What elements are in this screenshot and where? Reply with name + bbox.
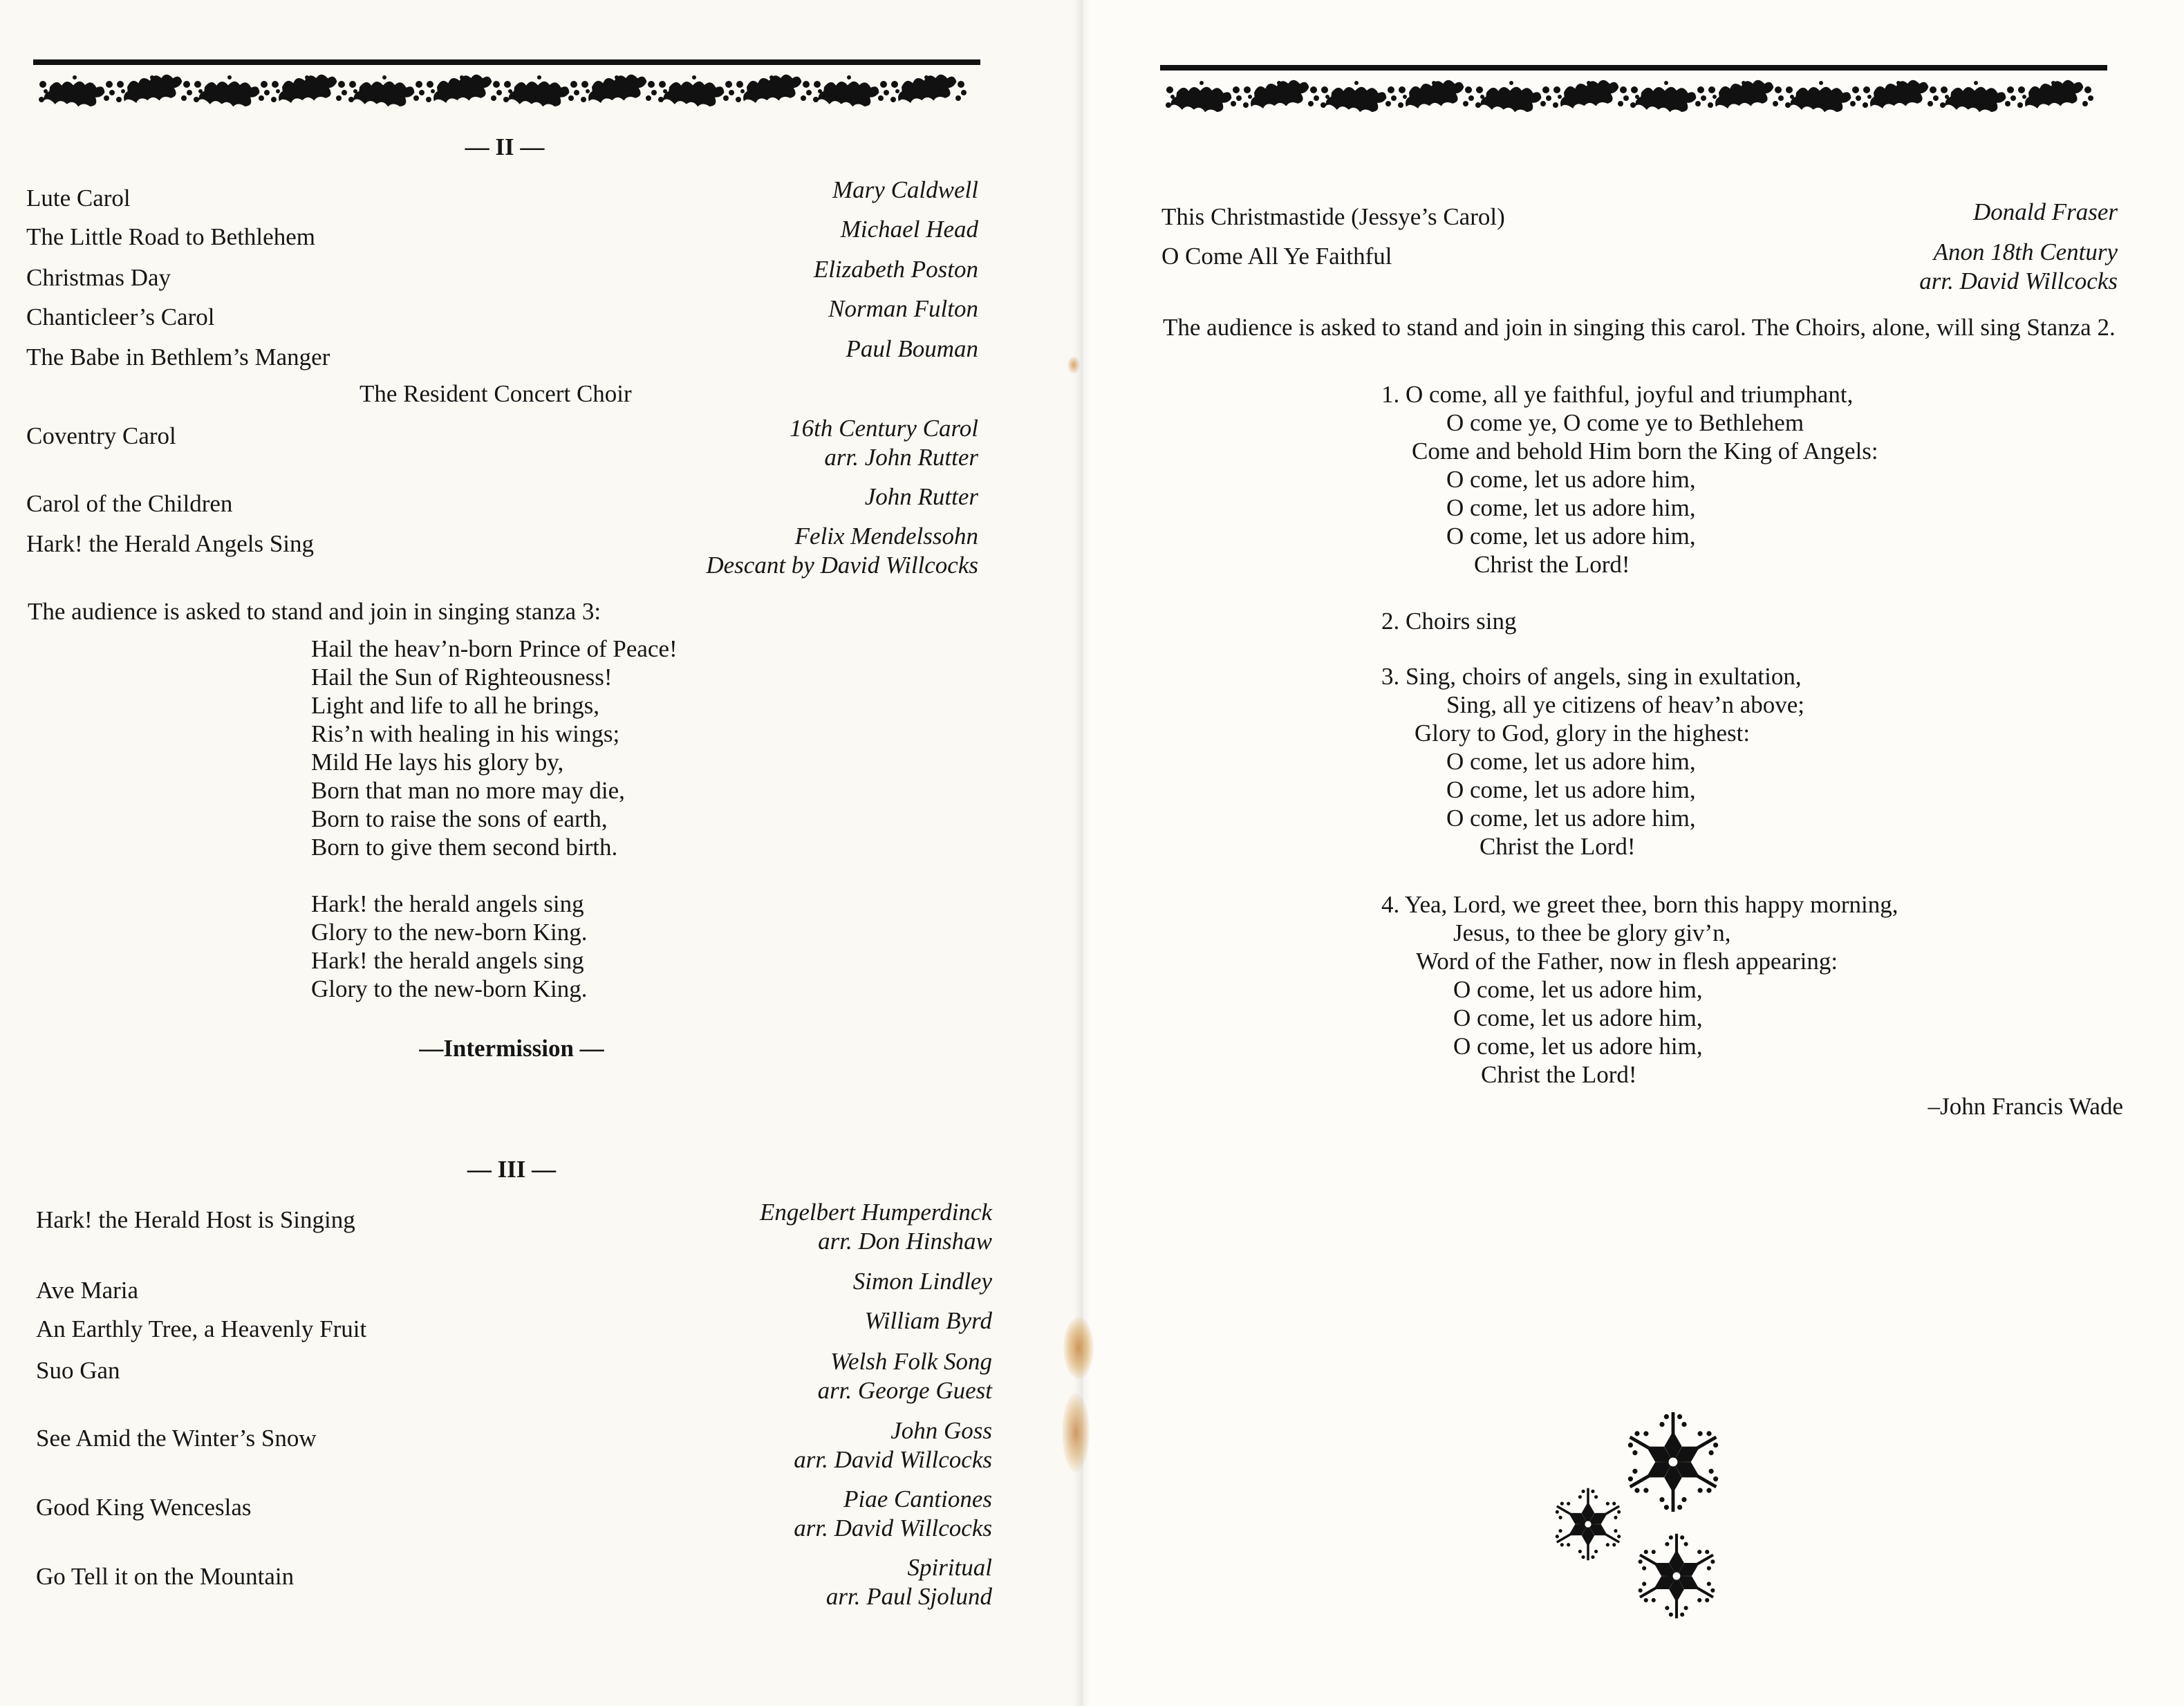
program-title: See Amid the Winter’s Snow (36, 1425, 317, 1452)
hymn-verse (1381, 380, 1878, 579)
snowflake-icon (1625, 1524, 1728, 1628)
snowflake-icon (1543, 1479, 1633, 1569)
hymn-line: Mild He lays his glory by, (311, 749, 564, 776)
program-title: Go Tell it on the Mountain (36, 1563, 295, 1590)
program-credit: arr. Paul Sjolund (825, 1583, 992, 1610)
stain (1067, 356, 1080, 374)
hymn-line: Hark! the herald angels sing (311, 947, 584, 974)
holly-border-icon (33, 55, 980, 118)
audience-note: The audience is asked to stand and join in singing stanza 3: (28, 598, 601, 625)
hymn-line: Hail the Sun of Righteousness! (311, 664, 613, 691)
program-credit: Donald Fraser (1972, 198, 2118, 225)
hymn-line: Christ the Lord! (1481, 1061, 1637, 1088)
hymn-stanza (311, 635, 678, 1003)
program-credit: arr. George Guest (817, 1377, 992, 1404)
hymn-line: O come, let us adore him, (1453, 976, 1703, 1003)
hymn-line: 3. Sing, choirs of angels, sing in exultation, (1381, 663, 1802, 690)
program-title: Ave Maria (36, 1277, 139, 1304)
hymn-line: Hark! the herald angels sing (311, 890, 584, 917)
program-title: Christmas Day (26, 264, 171, 291)
hymn-line: Christ the Lord! (1474, 551, 1630, 578)
program-credit: Anon 18th Century (1933, 238, 2118, 265)
program-credit: arr. David Willcocks (1919, 268, 2118, 294)
hymn-line: O come, let us adore him, (1446, 523, 1696, 550)
program-title: Coventry Carol (26, 422, 176, 449)
program-title: Suo Gan (36, 1357, 120, 1384)
section-heading-ii: — II — (465, 133, 545, 160)
program-title: An Earthly Tree, a Heavenly Fruit (36, 1315, 367, 1342)
hymn-line: Born to raise the sons of earth, (311, 805, 608, 832)
hymn-line: 4. Yea, Lord, we greet thee, born this happy morning, (1381, 891, 1898, 918)
hymn-line: O come ye, O come ye to Bethlehem (1446, 409, 1804, 436)
program-title: The Babe in Bethlem’s Manger (26, 344, 330, 371)
program-credit: arr. David Willcocks (794, 1515, 992, 1541)
program-title: Lute Carol (26, 185, 131, 212)
hymn-line: Born to give them second birth. (311, 834, 618, 861)
program-title: Hark! the Herald Host is Singing (36, 1206, 355, 1233)
program-credit: arr. David Willcocks (794, 1446, 992, 1473)
program-title: Hark! the Herald Angels Sing (26, 530, 315, 557)
program-credit: John Goss (890, 1417, 992, 1444)
section-heading-iii: — III — (467, 1156, 557, 1183)
program-credit: arr. Don Hinshaw (818, 1228, 992, 1255)
program-title: Carol of the Children (26, 490, 233, 517)
hymn-line: O come, let us adore him, (1446, 494, 1696, 521)
program-credit: William Byrd (864, 1307, 992, 1334)
hymn-line: Jesus, to thee be glory giv’n, (1453, 919, 1731, 946)
program-credit: Engelbert Humperdinck (760, 1199, 992, 1226)
hymn-verse (1381, 662, 1804, 861)
hymn-line: Glory to God, glory in the highest: (1415, 720, 1751, 747)
hymn-line: O come, let us adore him, (1453, 1033, 1703, 1060)
program-credit: Elizabeth Poston (813, 256, 978, 283)
hymn-line: O come, let us adore him, (1446, 748, 1696, 775)
program-credit: Spiritual (907, 1554, 992, 1581)
program-credit: Norman Fulton (828, 295, 978, 322)
audience-note: The audience is asked to stand and join in singing this carol. The Choirs, alone, will sing Stanza 2. (1163, 314, 2116, 341)
program-credit: 16th Century Carol (790, 415, 978, 442)
hymn-line: Light and life to all he brings, (311, 692, 599, 719)
program-credit: arr. John Rutter (824, 444, 978, 471)
program-credit: Piae Cantiones (843, 1485, 992, 1512)
holly-border-icon (1160, 61, 2107, 123)
program-title: Chanticleer’s Carol (26, 303, 215, 330)
program-title: O Come All Ye Faithful (1161, 243, 1392, 270)
choir-label: The Resident Concert Choir (360, 380, 632, 407)
stain (1062, 1393, 1090, 1472)
hymn-line: Christ the Lord! (1480, 833, 1636, 860)
program-credit: Descant by David Willcocks (706, 552, 978, 579)
stain (1063, 1317, 1094, 1379)
program-credit: Michael Head (840, 216, 978, 243)
hymn-line: 1. O come, all ye faithful, joyful and triumphant, (1381, 381, 1854, 408)
hymn-attribution: –John Francis Wade (1928, 1093, 2123, 1120)
hymn-line: O come, let us adore him, (1446, 466, 1696, 493)
hymn-line: Ris’n with healing in his wings; (311, 720, 620, 747)
program-title: Good King Wenceslas (36, 1494, 252, 1521)
hymn-line: Come and behold Him born the King of Angels: (1412, 438, 1878, 465)
program-credit: Mary Caldwell (832, 176, 978, 203)
hymn-line: O come, let us adore him, (1446, 776, 1696, 803)
program-title: The Little Road to Bethlehem (26, 223, 315, 250)
hymn-line: Born that man no more may die, (311, 777, 625, 804)
hymn-line: O come, let us adore him, (1446, 805, 1696, 832)
hymn-line: Hail the heav’n-born Prince of Peace! (311, 635, 678, 662)
hymn-line: Sing, all ye citizens of heav’n above; (1446, 691, 1805, 718)
hymn-line: Word of the Father, now in flesh appearing: (1416, 948, 1838, 975)
program-credit: John Rutter (864, 483, 978, 510)
program-credit: Paul Bouman (846, 335, 978, 362)
program-credit: Simon Lindley (852, 1268, 992, 1295)
hymn-verse (1381, 890, 1898, 1089)
intermission-label: —Intermission — (419, 1035, 604, 1062)
program-credit: Welsh Folk Song (830, 1348, 992, 1375)
hymn-line: O come, let us adore him, (1453, 1004, 1703, 1031)
hymn-line: Glory to the new-born King. (311, 975, 588, 1002)
program-credit: Felix Mendelssohn (794, 523, 978, 550)
hymn-line: Glory to the new-born King. (311, 919, 588, 946)
program-title: This Christmastide (Jessye’s Carol) (1161, 203, 1505, 230)
hymn-verse-2: 2. Choirs sing (1381, 608, 1517, 635)
